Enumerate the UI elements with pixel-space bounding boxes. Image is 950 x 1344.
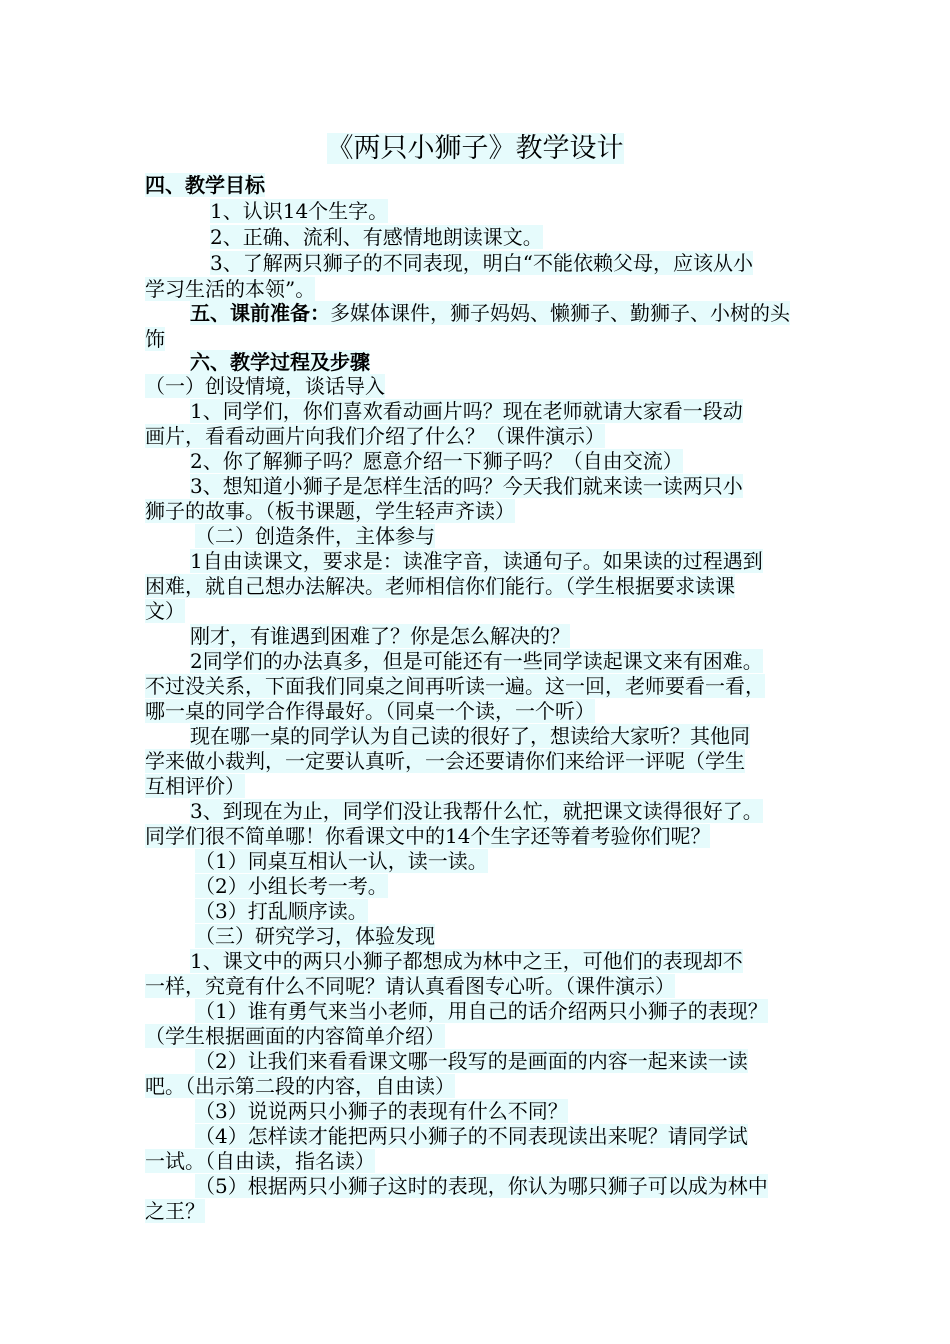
- paragraph-line: 一样，究竟有什么不同呢？请认真看图专心听。（课件演示）: [145, 974, 675, 998]
- paragraph-line: 一试。（自由读，指名读）: [145, 1149, 375, 1173]
- subsection-heading: （三）研究学习，体验发现: [195, 924, 435, 948]
- list-item: （3）打乱顺序读。: [195, 899, 368, 923]
- paragraph-line: 现在哪一桌的同学认为自己读的很好了，想读给大家听？其他同: [190, 724, 750, 748]
- paragraph-line: 3、到现在为止，同学们没让我帮什么忙，就把课文读得很好了。: [190, 799, 763, 823]
- paragraph-line: 学习生活的本领”。: [145, 277, 316, 301]
- list-item: （2）让我们来看看课文哪一段写的是画面的内容一起来读一读: [195, 1049, 748, 1073]
- section-heading-goals: 四、教学目标: [145, 173, 265, 197]
- paragraph-line: 2、正确、流利、有感情地朗读课文。: [210, 225, 543, 249]
- list-item: （2）小组长考一考。: [195, 874, 388, 898]
- list-item: （5）根据两只小狮子这时的表现，你认为哪只狮子可以成为林中: [195, 1174, 768, 1198]
- paragraph-line: 文）: [145, 599, 185, 623]
- paragraph-line: 2同学们的办法真多，但是可能还有一些同学读起课文来有困难。: [190, 649, 763, 673]
- page-title-text: 《两只小狮子》教学设计: [326, 133, 624, 164]
- list-item: （1）同桌互相认一认，读一读。: [195, 849, 488, 873]
- paragraph-line: 哪一桌的同学合作得最好。（同桌一个读，一个听）: [145, 699, 595, 723]
- paragraph-line: 吧。（出示第二段的内容，自由读）: [145, 1074, 455, 1098]
- paragraph-line: （学生根据画面的内容简单介绍）: [145, 1024, 445, 1048]
- section-heading-preparation: 五、课前准备：多媒体课件，狮子妈妈、懒狮子、勤狮子、小树的头: [190, 301, 790, 325]
- paragraph-line: 不过没关系，下面我们同桌之间再听读一遍。这一回，老师要看一看，: [145, 674, 765, 698]
- paragraph-line: 画片，看看动画片向我们介绍了什么？（课件演示）: [145, 424, 605, 448]
- paragraph-line: 1、同学们，你们喜欢看动画片吗？现在老师就请大家看一段动: [190, 399, 743, 423]
- paragraph-line: 互相评价）: [145, 774, 245, 798]
- list-item: （4）怎样读才能把两只小狮子的不同表现读出来呢？请同学试: [195, 1124, 748, 1148]
- paragraph-line: 困难，就自己想办法解决。老师相信你们能行。（学生根据要求读课: [145, 574, 735, 598]
- paragraph-line: 1、认识14个生字。: [210, 199, 389, 223]
- paragraph-line: 3、想知道小狮子是怎样生活的吗？今天我们就来读一读两只小: [190, 474, 743, 498]
- paragraph-line: 2、你了解狮子吗？愿意介绍一下狮子吗？（自由交流）: [190, 449, 683, 473]
- paragraph-line: 刚才，有谁遇到困难了？你是怎么解决的？: [190, 624, 570, 648]
- paragraph-line: 1自由读课文，要求是：读准字音，读通句子。如果读的过程遇到: [190, 549, 763, 573]
- paragraph-line: 同学们很不简单哪！你看课文中的14个生字还等着考验你们呢？: [145, 824, 711, 848]
- paragraph-line: 学来做小裁判，一定要认真听，一会还要请你们来给评一评呢（学生: [145, 749, 745, 773]
- list-item: （3）说说两只小狮子的表现有什么不同？: [195, 1099, 568, 1123]
- paragraph-line: 3、了解两只狮子的不同表现，明白“不能依赖父母，应该从小: [210, 251, 753, 275]
- paragraph-line: 狮子的故事。（板书课题，学生轻声齐读）: [145, 499, 515, 523]
- page-title: [0, 130, 950, 168]
- list-item: （1）谁有勇气来当小老师，用自己的话介绍两只小狮子的表现？: [195, 999, 768, 1023]
- section-heading-process: 六、教学过程及步骤: [190, 350, 370, 374]
- paragraph-line: 饰: [145, 327, 165, 351]
- subsection-heading: （一）创设情境，谈话导入: [145, 374, 385, 398]
- subsection-heading: （二）创造条件，主体参与: [195, 524, 435, 548]
- paragraph-line: 1、课文中的两只小狮子都想成为林中之王，可他们的表现却不: [190, 949, 743, 973]
- paragraph-line: 之王？: [145, 1199, 205, 1223]
